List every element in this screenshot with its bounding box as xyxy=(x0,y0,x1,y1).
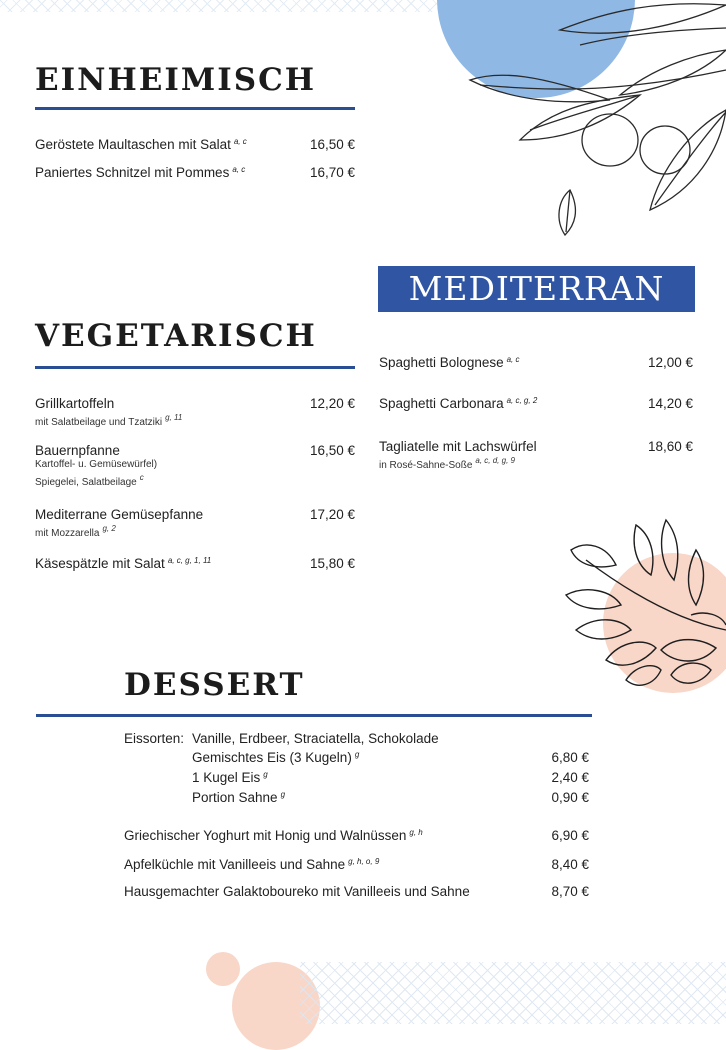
rule-dessert xyxy=(36,714,592,717)
item-name: Paniertes Schnitzel mit Pommes xyxy=(35,165,230,180)
price-gemischtes-eis: 6,80 € xyxy=(551,750,589,765)
price-maultaschen: 16,50 € xyxy=(309,137,355,152)
decor-circle-pink-small xyxy=(206,952,240,986)
menu-item-sahne xyxy=(192,790,285,805)
price-kugel-eis: 2,40 € xyxy=(551,770,589,785)
allergen-note: c xyxy=(139,473,144,482)
menu-item-schnitzel xyxy=(35,165,245,180)
rule-vegetarisch xyxy=(35,366,355,369)
item-name: Spaghetti Carbonara xyxy=(379,396,504,411)
menu-item-grillkartoffeln xyxy=(35,396,182,429)
eissorten-label: Eissorten: xyxy=(124,731,185,746)
price-bolognese: 12,00 € xyxy=(647,355,693,370)
menu-item-tagliatelle xyxy=(379,439,537,472)
allergen-note: g, 11 xyxy=(165,413,183,422)
item-name: Geröstete Maultaschen mit Salat xyxy=(35,137,231,152)
heading-dessert: DESSERT xyxy=(124,667,305,703)
price-galaktoboureko: 8,70 € xyxy=(551,884,589,899)
item-name: Mediterrane Gemüsepfanne xyxy=(35,507,204,522)
allergen-note: g xyxy=(280,790,286,799)
menu-item-bauernpfanne xyxy=(35,443,157,489)
item-name: Grillkartoffeln xyxy=(35,396,115,411)
item-description-2: Spiegelei, Salatbeilage $^c$ xyxy=(35,473,144,488)
allergen-note: a, c xyxy=(232,165,246,174)
item-name: Tagliatelle mit Lachswürfel xyxy=(379,439,537,454)
price-tagliatelle: 18,60 € xyxy=(647,439,693,454)
menu-item-kugel-eis xyxy=(192,770,268,785)
price-grillkartoffeln: 12,20 € xyxy=(309,396,355,411)
item-name: Gemischtes Eis (3 Kugeln) xyxy=(192,750,352,765)
price-apfelkuechle: 8,40 € xyxy=(551,857,589,872)
heading-vegetarisch: VEGETARISCH xyxy=(35,318,317,354)
rule-einheimisch xyxy=(35,107,355,110)
item-name: Käsespätzle mit Salat xyxy=(35,556,165,571)
item-description: mit Mozzarella $^{g, 2}$ xyxy=(35,524,116,539)
price-bauernpfanne: 16,50 € xyxy=(309,443,355,458)
price-kaesespaetzle: 15,80 € xyxy=(309,556,355,571)
allergen-note: a, c, d, g, 9 xyxy=(475,456,515,465)
item-description: in Rosé-Sahne-Soße $^{a, c, d, g, 9}$ xyxy=(379,456,515,471)
heading-mediterran: MEDITERRAN xyxy=(378,266,695,312)
allergen-note: g, 2 xyxy=(102,524,116,533)
item-name: Griechischer Yoghurt mit Honig und Walnüssen xyxy=(124,828,407,843)
allergen-note: g xyxy=(263,770,268,779)
item-description: mit Salatbeilage und Tzatziki $^{g, 11}$ xyxy=(35,413,183,428)
allergen-note: g xyxy=(354,750,360,759)
top-pattern xyxy=(0,0,440,12)
menu-item-carbonara xyxy=(379,396,537,411)
menu-item-maultaschen xyxy=(35,137,247,152)
olive-leaves-icon xyxy=(566,520,726,700)
item-name: Spaghetti Bolognese xyxy=(379,355,504,370)
menu-item-gemischtes-eis xyxy=(192,750,359,765)
eissorten-flavors: Vanille, Erdbeer, Straciatella, Schokolade xyxy=(192,731,439,746)
allergen-note: g, h xyxy=(409,828,423,837)
menu-item-galaktoboureko xyxy=(124,884,470,899)
menu-item-apfelkuechle xyxy=(124,857,379,872)
item-name: Portion Sahne xyxy=(192,790,278,805)
item-name: 1 Kugel Eis xyxy=(192,770,261,785)
olive-branch-icon xyxy=(460,0,726,240)
allergen-note: a, c, g, 1, 11 xyxy=(167,556,212,565)
item-description: Kartoffel- u. Gemüsewürfel) xyxy=(35,459,158,470)
allergen-note: a, c xyxy=(506,355,520,364)
menu-item-gemuesepfanne xyxy=(35,507,203,540)
item-name: Bauernpfanne xyxy=(35,443,120,458)
price-yoghurt: 6,90 € xyxy=(551,828,589,843)
allergen-note: g, h, o, 9 xyxy=(348,857,380,866)
heading-einheimisch: EINHEIMISCH xyxy=(35,62,317,98)
item-name: Apfelküchle mit Vanilleeis und Sahne xyxy=(124,857,346,872)
price-carbonara: 14,20 € xyxy=(647,396,693,411)
menu-item-yoghurt xyxy=(124,828,423,843)
menu-item-kaesespaetzle xyxy=(35,556,211,571)
item-name: Hausgemachter Galaktoboureko mit Vanilleeis und Sahne xyxy=(124,884,470,899)
price-sahne: 0,90 € xyxy=(551,790,589,805)
price-gemuesepfanne: 17,20 € xyxy=(309,507,355,522)
bottom-pattern xyxy=(300,962,726,1024)
menu-item-bolognese xyxy=(379,355,520,370)
price-schnitzel: 16,70 € xyxy=(309,165,355,180)
allergen-note: a, c, g, 2 xyxy=(506,396,538,405)
allergen-note: a, c xyxy=(233,137,247,146)
